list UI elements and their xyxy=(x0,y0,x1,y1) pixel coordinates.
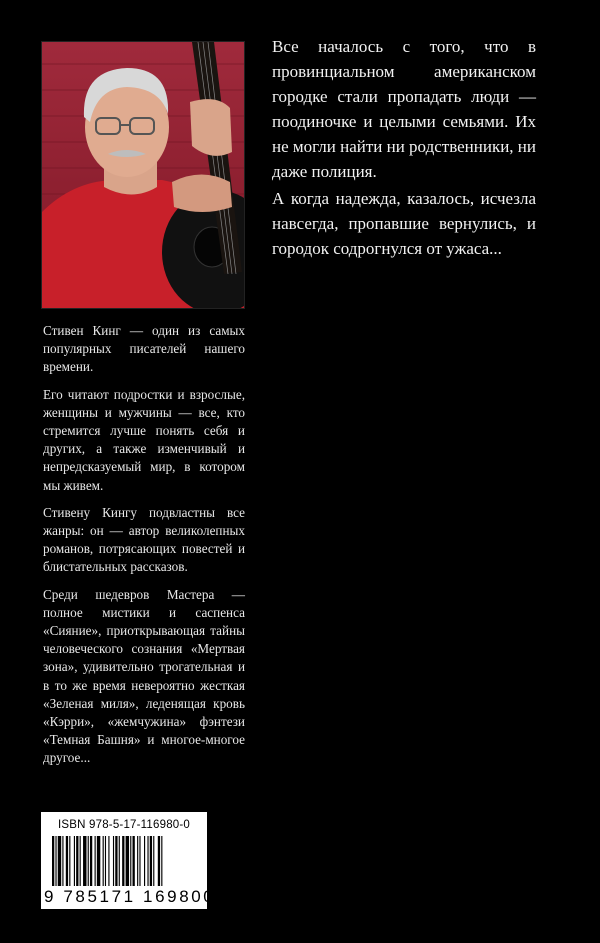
annotation-paragraph: А когда надежда, казалось, исчезла навсегда, пропавшие вернулись, и городок содрогнулся от ужаса... xyxy=(272,189,536,258)
annotation-paragraph: Все началось с того, что в провинциальном американском городке стали пропадать люди — поодиночке и целыми семьями. Их не могли найти ни родственники, ни даже полиция. xyxy=(272,37,537,181)
isbn-label: ISBN 978-5-17-116980-0 xyxy=(57,819,191,831)
ean-digits: 9 785171 169800 xyxy=(44,887,216,906)
bio-paragraph: Стивен Кинг — один из самых популярных писателей нашего времени. xyxy=(43,323,245,375)
author-bio xyxy=(43,322,245,777)
barcode-bars xyxy=(52,836,198,894)
bio-paragraph: Среди шедевров Мастера — полное мистики и саспенса «Сияние», приоткрывающая тайны человеческого сознания «Мертвая зона», удивительно трогательная и в то же время невероятно жесткая «Зеленая миля», леденящая кровь «Кэрри», «жемчужина» фэнтези «Темная Башня» и многое-многое другое... xyxy=(43,586,245,766)
annotation-text xyxy=(272,34,536,263)
isbn-barcode xyxy=(41,812,216,909)
bio-paragraph: Его читают подростки и взрослые, женщины и мужчины — все, кто стремится лучше понять себя и других, а также изменчивый и непредсказуемый мир, в котором мы живем. xyxy=(43,386,245,493)
bio-paragraph: Стивену Кингу подвластны все жанры: он — автор великолепных романов, потрясающих повестей и блистательных рассказов. xyxy=(43,504,245,575)
author-photo xyxy=(41,41,245,309)
author-portrait-illustration xyxy=(42,42,244,308)
